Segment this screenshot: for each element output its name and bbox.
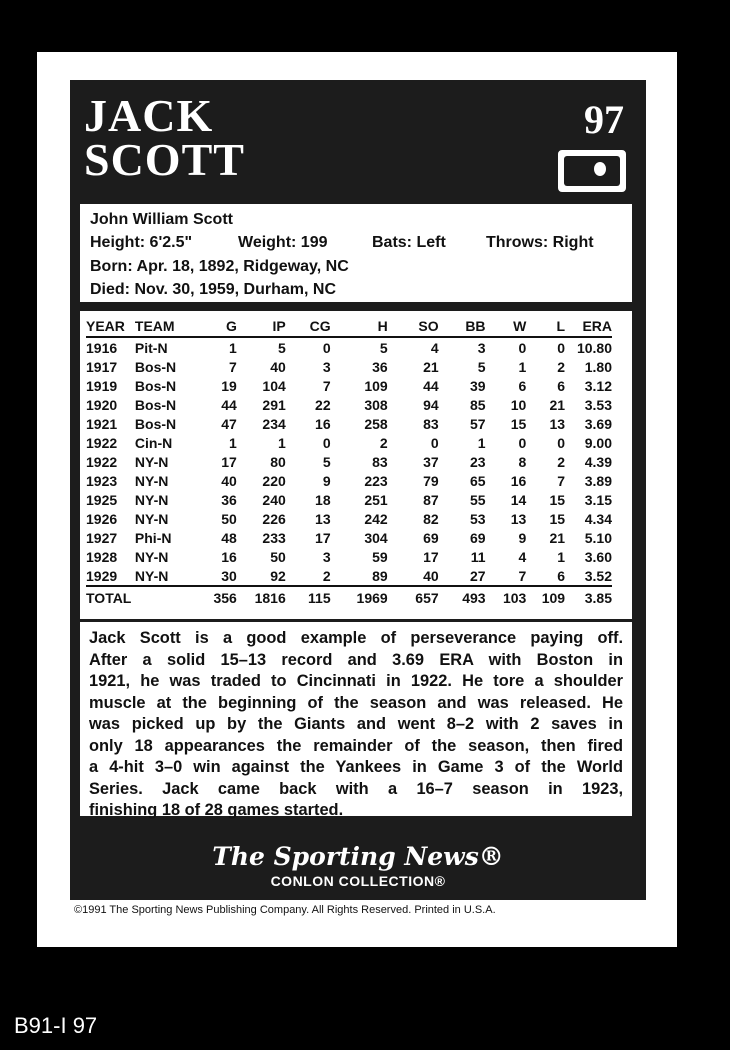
stats-cell: 55 [469,491,486,508]
stats-cell: 17 [221,453,237,470]
stats-cell: 0 [518,339,527,356]
stats-cell: 83 [372,453,388,470]
stats-cell: 3 [477,339,486,356]
stats-cell: 3.60 [584,548,612,565]
stats-row [86,490,612,509]
stats-header-era: ERA [565,315,612,337]
stats-cell: 7 [322,377,331,394]
bio-box [80,204,632,302]
bio-text-line: Jack Scott is a good example of perseverance paying off. [89,629,623,647]
stats-cell: 0 [557,434,566,451]
stats-cell: 87 [423,491,439,508]
stats-cell: 2 [557,453,566,470]
stats-cell: 10 [510,396,527,413]
stats-header-g: G [198,315,237,337]
stats-cell: 16 [510,472,527,489]
stats-header-ip: IP [237,315,286,337]
height: Height: 6'2.5" [90,234,193,251]
stats-cell: 4.39 [584,453,612,470]
brand-block [70,842,646,889]
stats-cell: 15 [510,415,527,432]
stats-cell: 1923 [86,472,118,489]
stats-row [86,528,612,547]
stats-cell: 1919 [86,377,118,394]
stats-cell: 3.15 [584,491,612,508]
stats-cell: 10.80 [576,339,612,356]
stats-cell: 109 [364,377,388,394]
stats-cell: 11 [470,548,486,565]
stats-cell: 16 [221,548,237,565]
stats-cell: 1 [518,358,527,375]
stats-cell: 109 [526,586,565,609]
stats-cell: Bos-N [134,396,177,413]
stats-cell: 85 [469,396,486,413]
stats-cell: 1969 [331,586,388,609]
stats-cell: 7 [557,472,566,489]
full-name: John William Scott [90,211,233,228]
bio-text-box [80,622,632,819]
bio-text-line: finishing 18 of 28 games started. [89,801,344,819]
stats-cell: 223 [364,472,388,489]
stats-table [86,315,612,609]
stats-cell: 80 [270,453,286,470]
stats-cell: 1925 [86,491,118,508]
stats-cell: 3.12 [584,377,612,394]
stats-cell: 13 [549,415,566,432]
stats-cell: 6 [518,377,527,394]
stats-header-h: H [331,315,388,337]
stats-cell: 1816 [237,586,286,609]
died: Died: Nov. 30, 1959, Durham, NC [90,281,336,298]
stats-cell: 30 [221,567,237,584]
stats-cell: 220 [262,472,286,489]
stats-cell: 17 [423,548,439,565]
stats-cell: 234 [262,415,286,432]
stats-cell: 5 [477,358,486,375]
stats-cell: 36 [221,491,237,508]
stats-cell: 94 [423,396,439,413]
weight: Weight: 199 [238,234,328,251]
stats-cell: 1917 [86,358,118,375]
stats-cell: 44 [221,396,237,413]
stats-cell: 6 [557,567,566,584]
stats-cell: 291 [262,396,286,413]
bio-text-line: After a solid 15–13 record and 3.69 ERA with Boston in [89,650,623,669]
stats-cell: NY-N [134,472,169,489]
stats-cell: 79 [423,472,439,489]
stats-cell: 1916 [86,339,118,356]
stats-cell: 44 [423,377,439,394]
throws: Throws: Right [486,234,594,251]
stats-cell: 57 [469,415,486,432]
stats-cell: 7 [229,358,237,375]
stats-cell: 115 [286,586,331,609]
stats-header-bb: BB [439,315,486,337]
stats-cell: 258 [364,415,388,432]
stats-cell: 6 [557,377,566,394]
stats-cell: 14 [510,491,527,508]
bio-text-line: Series. Jack came back with a 16–7 season in 1923, [89,779,623,798]
stats-cell: NY-N [134,453,169,470]
stats-cell: 104 [262,377,286,394]
copyright: ©1991 The Sporting News Publishing Company. All Rights Reserved. Printed in U.S.A. [74,904,496,916]
stats-cell: Cin-N [134,434,173,451]
stats-cell: 37 [423,453,439,470]
stats-cell: 3.85 [565,586,612,609]
stats-row [86,509,612,528]
stats-cell: 21 [549,396,566,413]
stats-cell: NY-N [134,491,169,508]
stats-cell: 1 [477,434,486,451]
stats-cell: 19 [221,377,237,394]
stats-box [80,311,632,619]
stats-cell: 1926 [86,510,118,527]
stats-cell: 21 [423,358,439,375]
card-frame [70,80,646,900]
stats-cell: 2 [557,358,566,375]
stats-cell: 36 [372,358,388,375]
stats-row [86,547,612,566]
stats-cell: 69 [423,529,439,546]
stats-cell: 9 [322,472,331,489]
stats-cell: 9.00 [584,434,612,451]
stats-cell: 1 [229,339,237,356]
stats-cell: 23 [469,453,486,470]
stats-cell: 48 [221,529,237,546]
player-last-name: SCOTT [84,134,245,185]
stats-cell: 2 [379,434,388,451]
stats-cell: 1.80 [584,358,612,375]
stats-cell: 39 [469,377,486,394]
stats-cell: 40 [423,567,439,584]
stats-cell: 3 [322,548,331,565]
stats-cell: 3.53 [584,396,612,413]
stats-cell: Bos-N [134,358,177,375]
stats-cell: Phi-N [134,529,172,546]
stats-cell: 69 [469,529,486,546]
stats-cell: 3.69 [584,415,612,432]
brand-name: The Sporting News® [212,842,504,871]
card-back [37,52,677,947]
stats-header-so: SO [388,315,439,337]
stats-cell: 103 [486,586,527,609]
stats-cell: 5.10 [584,529,612,546]
stats-cell: 21 [549,529,566,546]
stats-cell: 226 [262,510,286,527]
stats-cell: 18 [315,491,331,508]
stats-header-l: L [526,315,565,337]
stats-cell: 13 [510,510,527,527]
stats-cell: TOTAL [86,586,135,609]
stats-cell: Pit-N [134,339,168,356]
stats-cell: NY-N [134,567,169,584]
stats-cell: 50 [221,510,237,527]
bio-text-line: a 4-hit 3–0 win against the Yankees in Game 3 of the World [89,758,623,776]
bats: Bats: Left [372,234,446,251]
stats-cell: 251 [364,491,388,508]
stats-cell: 17 [315,529,331,546]
stats-cell: 0 [322,339,331,356]
stats-row [86,357,612,376]
stats-row [86,433,612,452]
brand-collection: CONLON COLLECTION® [270,873,446,889]
bio-paragraph [89,628,623,822]
stats-cell: Bos-N [134,377,177,394]
stats-row [86,471,612,490]
stats-cell: 4 [518,548,527,565]
stats-cell: 1 [557,548,566,565]
stats-cell: 9 [518,529,527,546]
stats-cell: 1922 [86,434,118,451]
stats-cell: 15 [549,491,566,508]
stats-cell: 5 [277,339,286,356]
stats-cell: 1920 [86,396,118,413]
bio-text-line: only 18 appearances the remainder of the season, then fired [89,736,623,755]
stats-cell [135,586,198,609]
stats-header-cg: CG [286,315,331,337]
stats-cell: 3.89 [584,472,612,489]
stats-row [86,337,612,357]
stats-cell: 1 [229,434,237,451]
stats-cell: 65 [469,472,486,489]
stats-cell: 50 [270,548,286,565]
stats-cell: 1927 [86,529,118,546]
stats-row [86,566,612,586]
stats-cell: 59 [372,548,388,565]
stats-row [86,395,612,414]
stats-cell: 1 [277,434,286,451]
stats-header-team: TEAM [135,315,198,337]
stats-header-w: W [486,315,527,337]
stats-cell: 83 [423,415,439,432]
stats-cell: 0 [322,434,331,451]
bio-text-line: 1921, he was traded to Cincinnati in 1922. He tore a shoulder [89,672,623,690]
stats-cell: 82 [423,510,439,527]
stats-cell: 40 [270,358,286,375]
stats-cell: 53 [469,510,486,527]
stats-cell: 92 [270,567,286,584]
stats-cell: 657 [388,586,439,609]
stats-cell: 2 [322,567,331,584]
stats-cell: 1921 [86,415,118,432]
stats-cell: 0 [430,434,439,451]
stats-row [86,452,612,471]
card-number: 97 [584,97,624,142]
stats-cell: 7 [518,567,527,584]
player-name [84,90,245,185]
stats-total-row [86,586,612,609]
stats-cell: 1928 [86,548,118,565]
player-first-name: JACK [84,90,214,141]
stats-cell: 493 [439,586,486,609]
stats-row [86,414,612,433]
stats-cell: 356 [198,586,237,609]
stats-cell: 13 [315,510,331,527]
stats-cell: 242 [364,510,388,527]
bio-text-line: muscle at the beginning of the season and was released. He [89,693,623,712]
stats-cell: 22 [315,396,331,413]
stats-cell: 233 [262,529,286,546]
stats-cell: NY-N [134,548,169,565]
stats-cell: 15 [549,510,566,527]
stats-cell: 0 [557,339,566,356]
stats-cell: Bos-N [134,415,177,432]
stats-cell: 4 [430,339,439,356]
stats-cell: 40 [221,472,237,489]
stats-cell: 1922 [86,453,118,470]
stats-cell: 4.34 [584,510,612,527]
stats-cell: 240 [262,491,286,508]
stats-header-year: YEAR [86,315,135,337]
stats-cell: 304 [364,529,388,546]
bio-text-line: was picked up by the Giants and went 8–2 with 2 saves in [89,715,623,733]
stats-cell: 1929 [86,567,118,584]
born: Born: Apr. 18, 1892, Ridgeway, NC [90,258,349,275]
card-code: B91-I 97 [14,1013,98,1038]
stats-cell: 3.52 [584,567,612,584]
stats-cell: 5 [379,339,388,356]
stats-row [86,376,612,395]
stats-cell: 0 [518,434,527,451]
mlb-logo-icon [558,150,626,192]
stats-cell: 3 [322,358,331,375]
stats-cell: 308 [364,396,388,413]
stats-cell: 89 [372,567,388,584]
stats-cell: 8 [518,453,527,470]
stats-cell: NY-N [134,510,169,527]
stats-cell: 47 [221,415,237,432]
stats-cell: 5 [322,453,331,470]
stats-cell: 27 [469,567,486,584]
stats-cell: 16 [315,415,331,432]
